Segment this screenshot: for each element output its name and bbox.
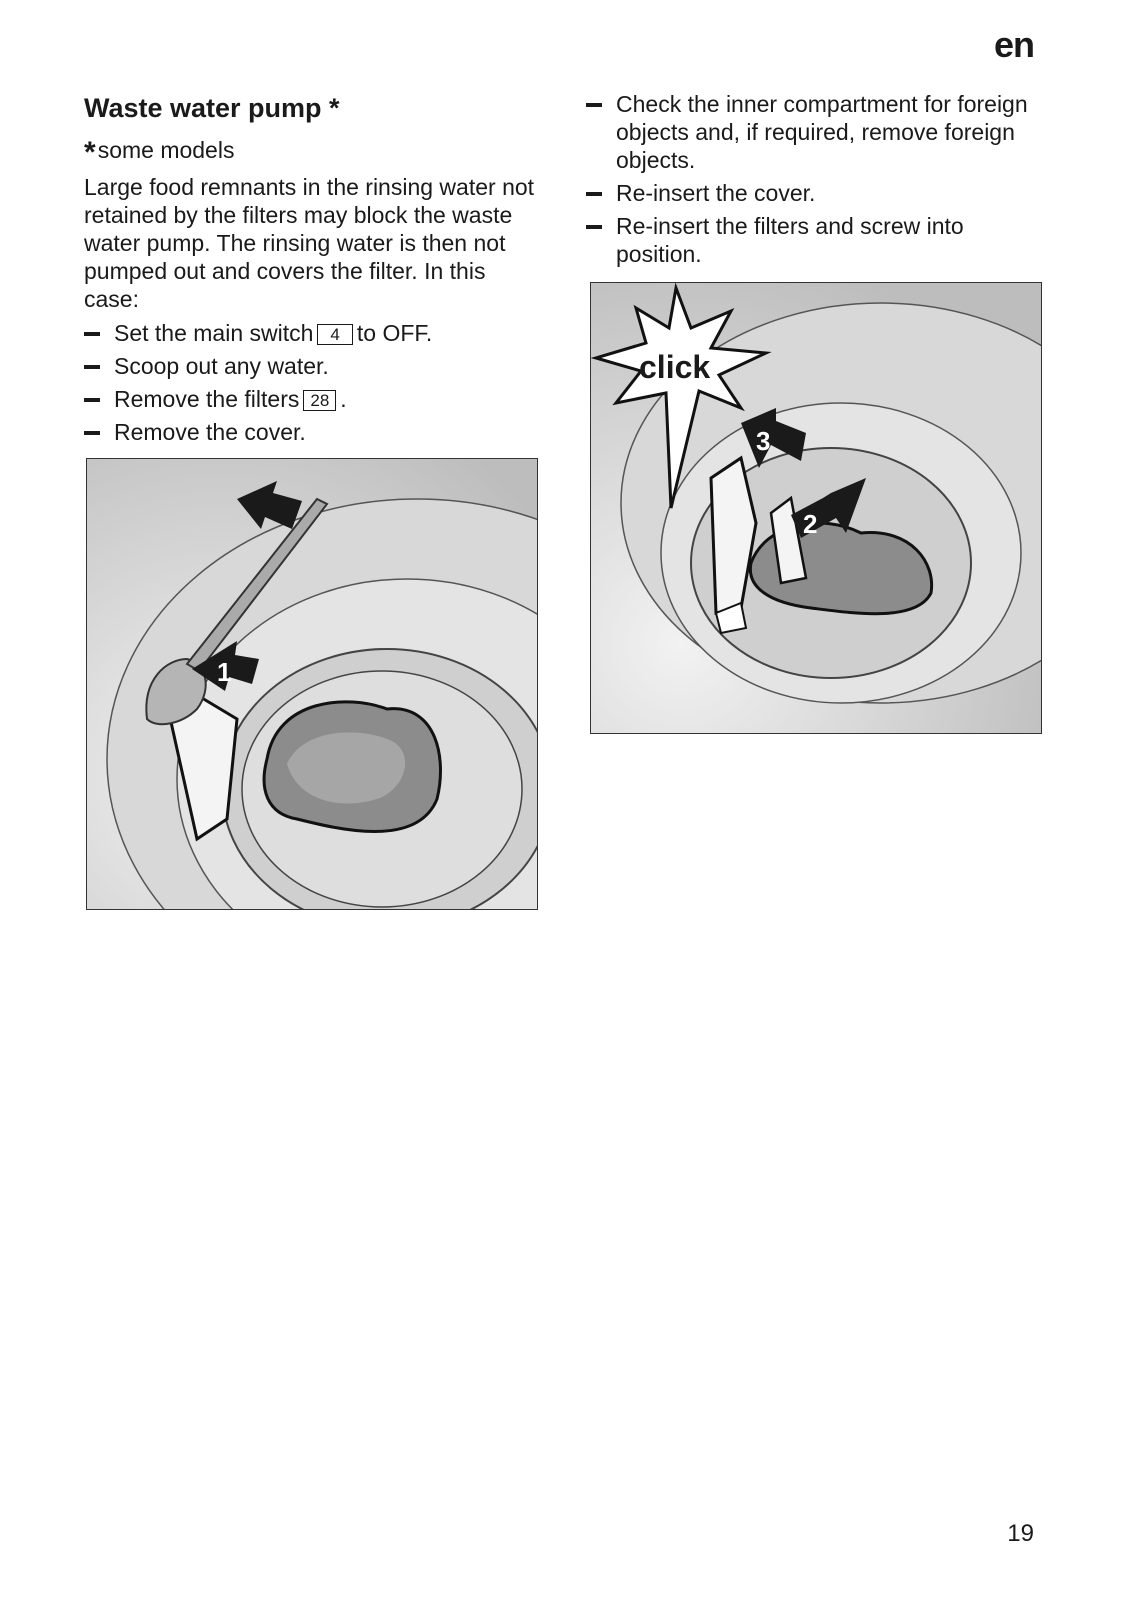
left-column <box>84 90 544 451</box>
step-remove-filters <box>84 385 544 413</box>
models-note <box>84 136 544 167</box>
ref-main-switch: 4 <box>317 324 352 345</box>
step-list-left <box>84 319 544 446</box>
step-scoop-water: Scoop out any water. <box>84 352 544 380</box>
step-number-1: 1 <box>217 657 232 687</box>
illustration-reinsert-cover-svg <box>591 283 1041 733</box>
click-label: click <box>639 349 711 385</box>
step-number-3: 3 <box>756 426 771 456</box>
step-number-2: 2 <box>803 509 818 539</box>
models-note-text: some models <box>97 137 235 163</box>
step-check-compartment: Check the inner compartment for foreign objects and, if required, remove foreign objects. <box>586 90 1046 174</box>
step-text: to OFF. <box>356 320 433 346</box>
illustration-reinsert-cover <box>590 282 1042 734</box>
illustration-remove-cover-svg <box>87 459 537 909</box>
asterisk: * <box>84 136 96 169</box>
step-main-switch <box>84 319 544 347</box>
step-text: Set the main switch <box>114 320 314 346</box>
page-number: 19 <box>1007 1520 1034 1547</box>
ref-filters: 28 <box>303 390 336 411</box>
intro-paragraph: Large food remnants in the rinsing water not retained by the filters may block the waste water pump. The rinsing water is then not pumped out and covers the filter. In this case: <box>84 174 535 312</box>
section-title: Waste water pump * <box>84 93 340 123</box>
step-text: . <box>340 386 347 412</box>
step-reinsert-filters: Re-insert the filters and screw into position. <box>586 212 1046 268</box>
right-column <box>586 90 1046 273</box>
step-list-right <box>586 90 1046 268</box>
step-reinsert-cover: Re-insert the cover. <box>586 179 1046 207</box>
step-remove-cover: Remove the cover. <box>84 418 544 446</box>
illustration-remove-cover <box>86 458 538 910</box>
step-text: Remove the filters <box>114 386 300 412</box>
language-code: en <box>993 24 1034 65</box>
